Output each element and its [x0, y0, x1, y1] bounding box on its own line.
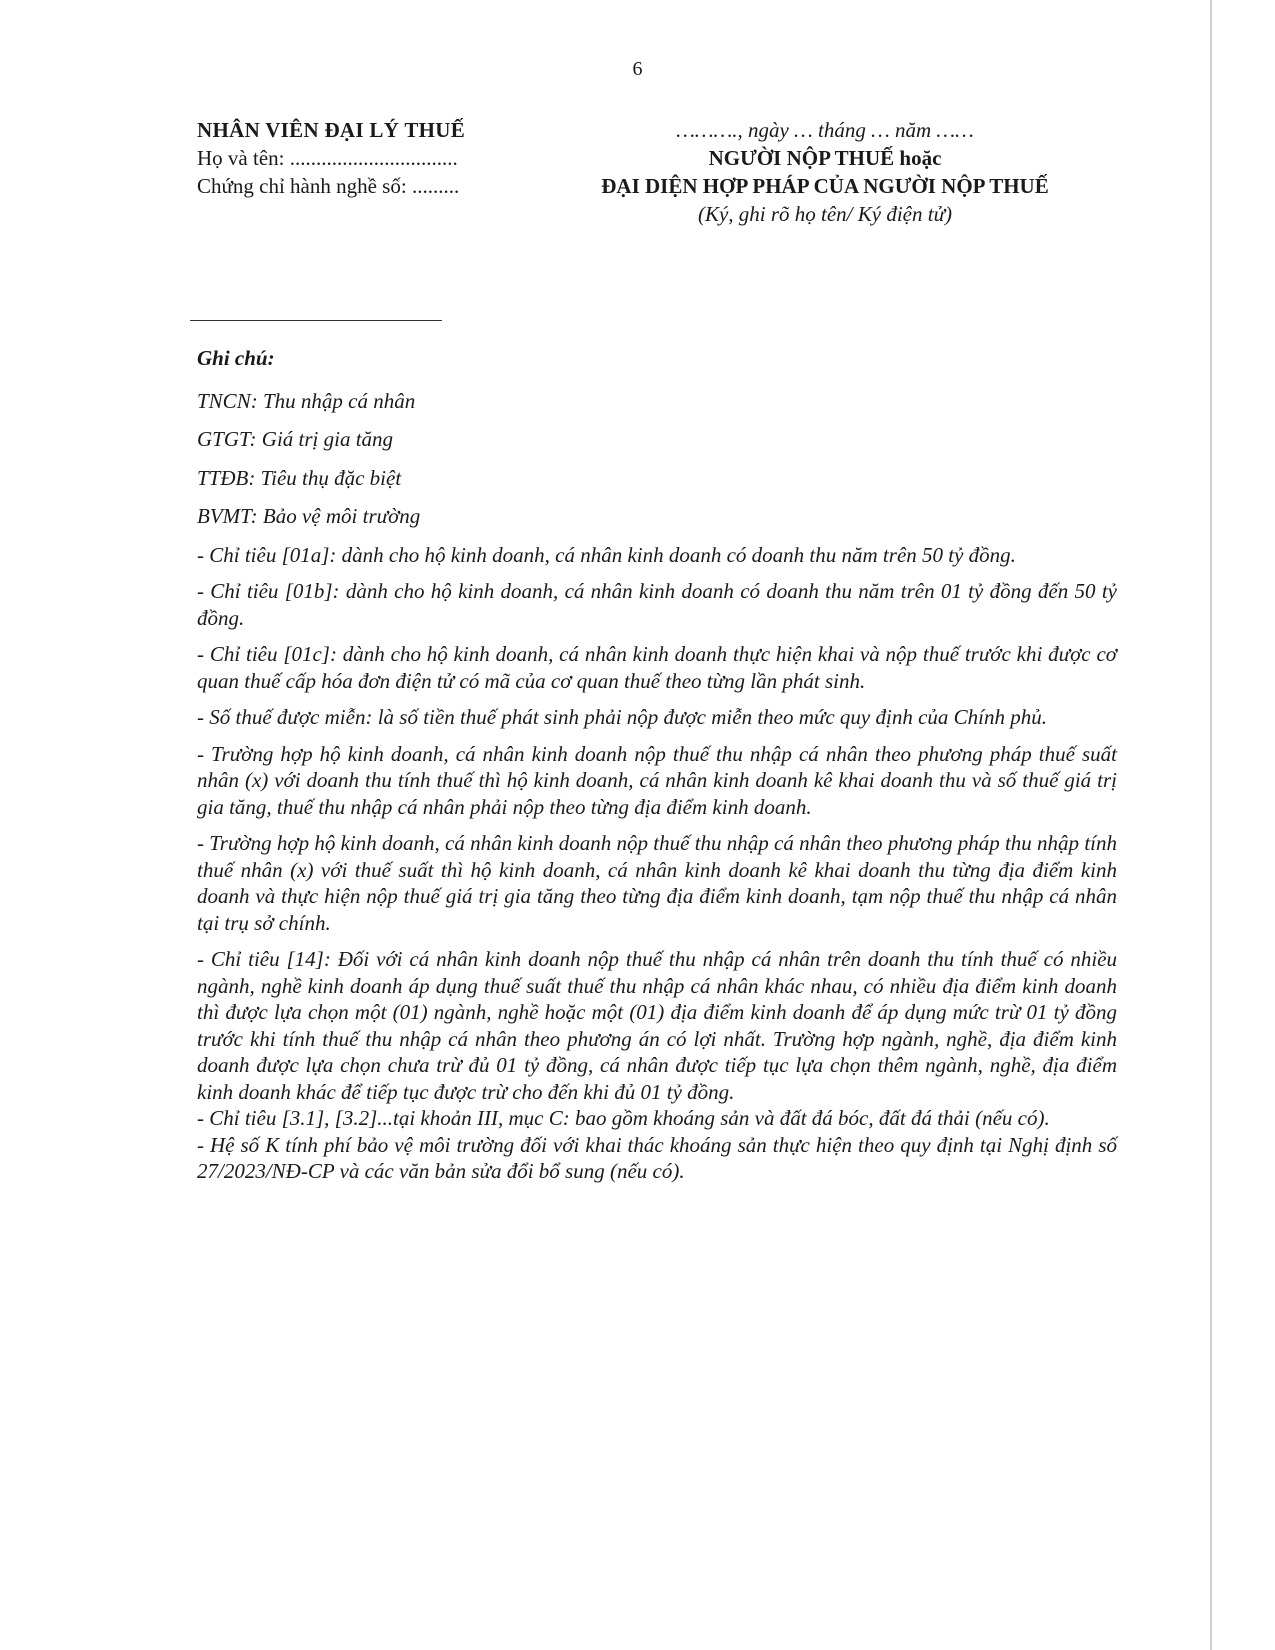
tax-agent-name-line: Họ và tên: ................................ — [197, 146, 458, 170]
page-edge-line — [1210, 0, 1212, 1650]
note-paragraph: - Hệ số K tính phí bảo vệ môi trường đối với khai thác khoáng sản thực hiện theo quy định tại Nghị định số 27/2023/NĐ-CP và các văn bản sửa đổi bổ sung (nếu có). — [197, 1132, 1117, 1183]
note-paragraph: - Chỉ tiêu [01a]: dành cho hộ kinh doanh, cá nhân kinh doanh có doanh thu năm trên 50 tỷ đồng. — [197, 542, 1016, 567]
note-paragraph: - Trường hợp hộ kinh doanh, cá nhân kinh doanh nộp thuế thu nhập cá nhân theo phương pháp thuế suất nhân (x) với doanh thu tính thuế thì hộ kinh doanh, cá nhân kinh doanh kê khai doanh thu và số thuế giá trị gia tăng, thuế thu nhập cá nhân phải nộp theo từng địa điểm kinh doanh. — [197, 741, 1117, 819]
footnote-divider — [190, 320, 442, 321]
notes-title: Ghi chú: — [197, 346, 275, 370]
page-number: 6 — [632, 58, 643, 80]
legal-representative-title: ĐẠI DIỆN HỢP PHÁP CỦA NGƯỜI NỘP THUẾ — [601, 174, 1049, 198]
tax-agent-cert-line: Chứng chỉ hành nghề số: ......... — [197, 174, 460, 198]
tax-agent-heading: NHÂN VIÊN ĐẠI LÝ THUẾ — [197, 118, 466, 142]
note-paragraph: - Chỉ tiêu [01b]: dành cho hộ kinh doanh, cá nhân kinh doanh có doanh thu năm trên 01 tỷ đồng đến 50 tỷ đồng. — [197, 579, 1117, 630]
note-paragraph: - Chỉ tiêu [3.1], [3.2]...tại khoản III, mục C: bao gồm khoáng sản và đất đá bóc, đất đá thải (nếu có). — [197, 1106, 1050, 1130]
abbreviation-item: GTGT: Giá trị gia tăng — [197, 427, 394, 451]
note-paragraph: - Số thuế được miễn: là số tiền thuế phát sinh phải nộp được miễn theo mức quy định của Chính phủ. — [197, 705, 1047, 729]
taxpayer-title: NGƯỜI NỘP THUẾ hoặc — [708, 146, 942, 170]
note-paragraph: - Trường hợp hộ kinh doanh, cá nhân kinh doanh nộp thuế thu nhập cá nhân theo phương pháp thu nhập tính thuế nhân (x) với thuế suất thì hộ kinh doanh, cá nhân kinh doanh kê khai doanh thu từng địa điểm kinh doanh và thực hiện nộp thuế giá trị gia tăng theo từng địa điểm kinh doanh, tạm nộp thuế thu nhập cá nhân tại trụ sở chính. — [197, 831, 1117, 935]
taxpayer-signature-block — [560, 116, 1090, 228]
note-paragraph: - Chỉ tiêu [14]: Đối với cá nhân kinh doanh nộp thuế thu nhập cá nhân trên doanh thu tính thuế có nhiều ngành, nghề kinh doanh áp dụng thuế suất thuế thu nhập cá nhân khác nhau, có nhiều địa điểm kinh doanh thì được lựa chọn một (01) ngành, nghề hoặc một (01) địa điểm kinh doanh để áp dụng mức trừ 01 tỷ đồng trước khi tính thuế thu nhập cá nhân theo phương án có lợi nhất. Trường hợp ngành, nghề, địa điểm kinh doanh được lựa chọn chưa trừ đủ 01 tỷ đồng, cá nhân được tiếp tục lựa chọn thêm ngành, nghề, địa điểm kinh doanh khác để tiếp tục được trừ cho đến khi đủ 01 tỷ đồng. — [197, 947, 1117, 1104]
date-line: ………., ngày … tháng … năm …… — [676, 118, 974, 142]
abbreviation-item: TTĐB: Tiêu thụ đặc biệt — [197, 465, 402, 490]
abbreviation-item: TNCN: Thu nhập cá nhân — [197, 388, 416, 413]
notes-section — [197, 345, 1117, 1185]
note-paragraph: - Chỉ tiêu [01c]: dành cho hộ kinh doanh, cá nhân kinh doanh thực hiện khai và nộp thuế trước khi được cơ quan thuế cấp hóa đơn điện tử có mã của cơ quan thuế theo từng lần phát sinh. — [197, 642, 1117, 693]
abbreviation-item: BVMT: Bảo vệ môi trường — [197, 504, 421, 528]
tax-agent-block — [197, 116, 527, 200]
signature-note: (Ký, ghi rõ họ tên/ Ký điện tử) — [697, 202, 953, 226]
